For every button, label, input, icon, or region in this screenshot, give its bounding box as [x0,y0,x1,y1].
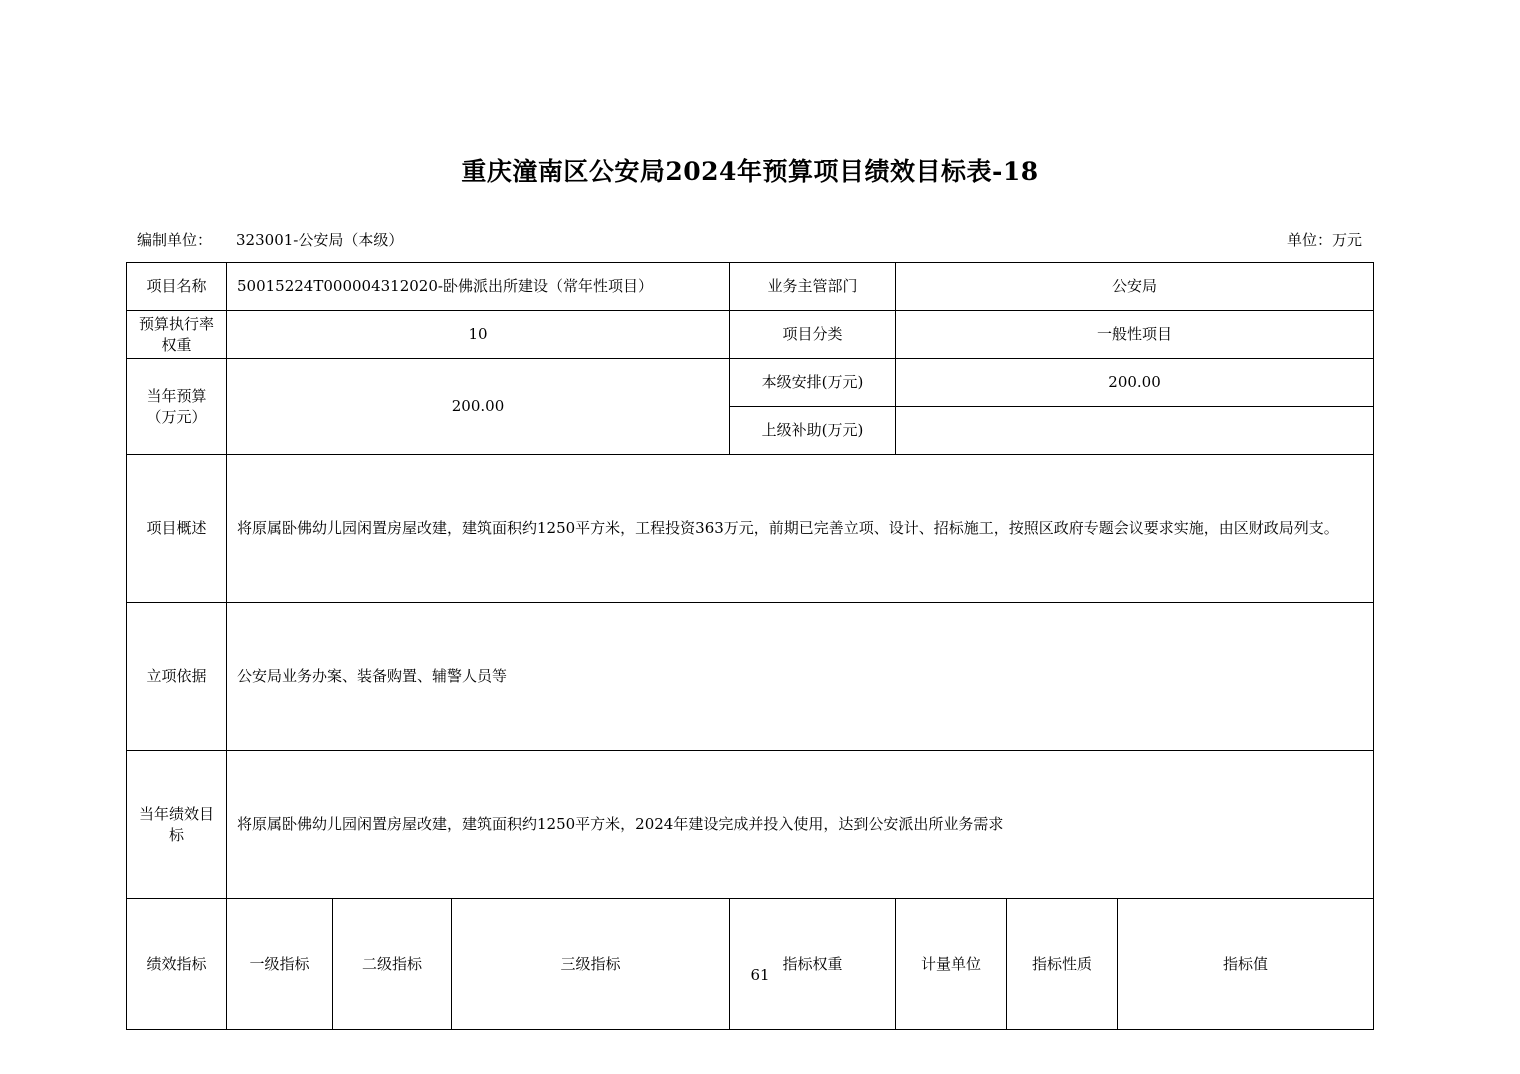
overview-label: 项目概述 [127,455,227,603]
indicator-header-nature: 指标性质 [1007,899,1118,1030]
local-funding-label: 本级安排(万元) [730,359,896,407]
basis-value: 公安局业务办案、装备购置、辅警人员等 [227,603,1374,751]
local-funding-value: 200.00 [896,359,1374,407]
indicator-header-level2: 二级指标 [333,899,452,1030]
category-label: 项目分类 [730,311,896,359]
subsidy-value [896,407,1374,455]
weight-value: 10 [227,311,730,359]
compiling-unit [137,229,403,250]
goal-label: 当年绩效目标 [127,751,227,899]
indicator-header-unit: 计量单位 [896,899,1007,1030]
page-number: 61 [750,966,770,984]
indicator-header-level3: 三级指标 [452,899,730,1030]
goal-value: 将原属卧佛幼儿园闲置房屋改建，建筑面积约1250平方米，2024年建设完成并投入使用，达到公安派出所业务需求 [227,751,1374,899]
currency-unit: 单位：万元 [1286,231,1362,249]
budget-label: 当年预算（万元） [127,359,227,455]
indicator-header-weight: 指标权重 [730,899,896,1030]
weight-label: 预算执行率权重 [127,311,227,359]
indicator-header-performance: 绩效指标 [127,899,227,1030]
overview-value: 将原属卧佛幼儿园闲置房屋改建，建筑面积约1250平方米，工程投资363万元，前期已完善立项、设计、招标施工，按照区政府专题会议要求实施，由区财政局列支。 [227,455,1374,603]
compiling-unit-value: 323001-公安局（本级） [236,231,404,249]
subsidy-label: 上级补助(万元) [730,407,896,455]
department-label: 业务主管部门 [730,263,896,311]
project-name-label: 项目名称 [127,263,227,311]
page-title: 重庆潼南区公安局2024年预算项目绩效目标表-18 [461,157,1039,186]
indicator-header-level1: 一级指标 [227,899,333,1030]
department-value: 公安局 [896,263,1374,311]
project-name-value: 50015224T000004312020-卧佛派出所建设（常年性项目） [227,263,730,311]
compiling-unit-label: 编制单位： [137,231,213,249]
category-value: 一般性项目 [896,311,1374,359]
indicator-header-value: 指标值 [1118,899,1374,1030]
basis-label: 立项依据 [127,603,227,751]
performance-target-table [126,262,1374,1030]
budget-value: 200.00 [227,359,730,455]
